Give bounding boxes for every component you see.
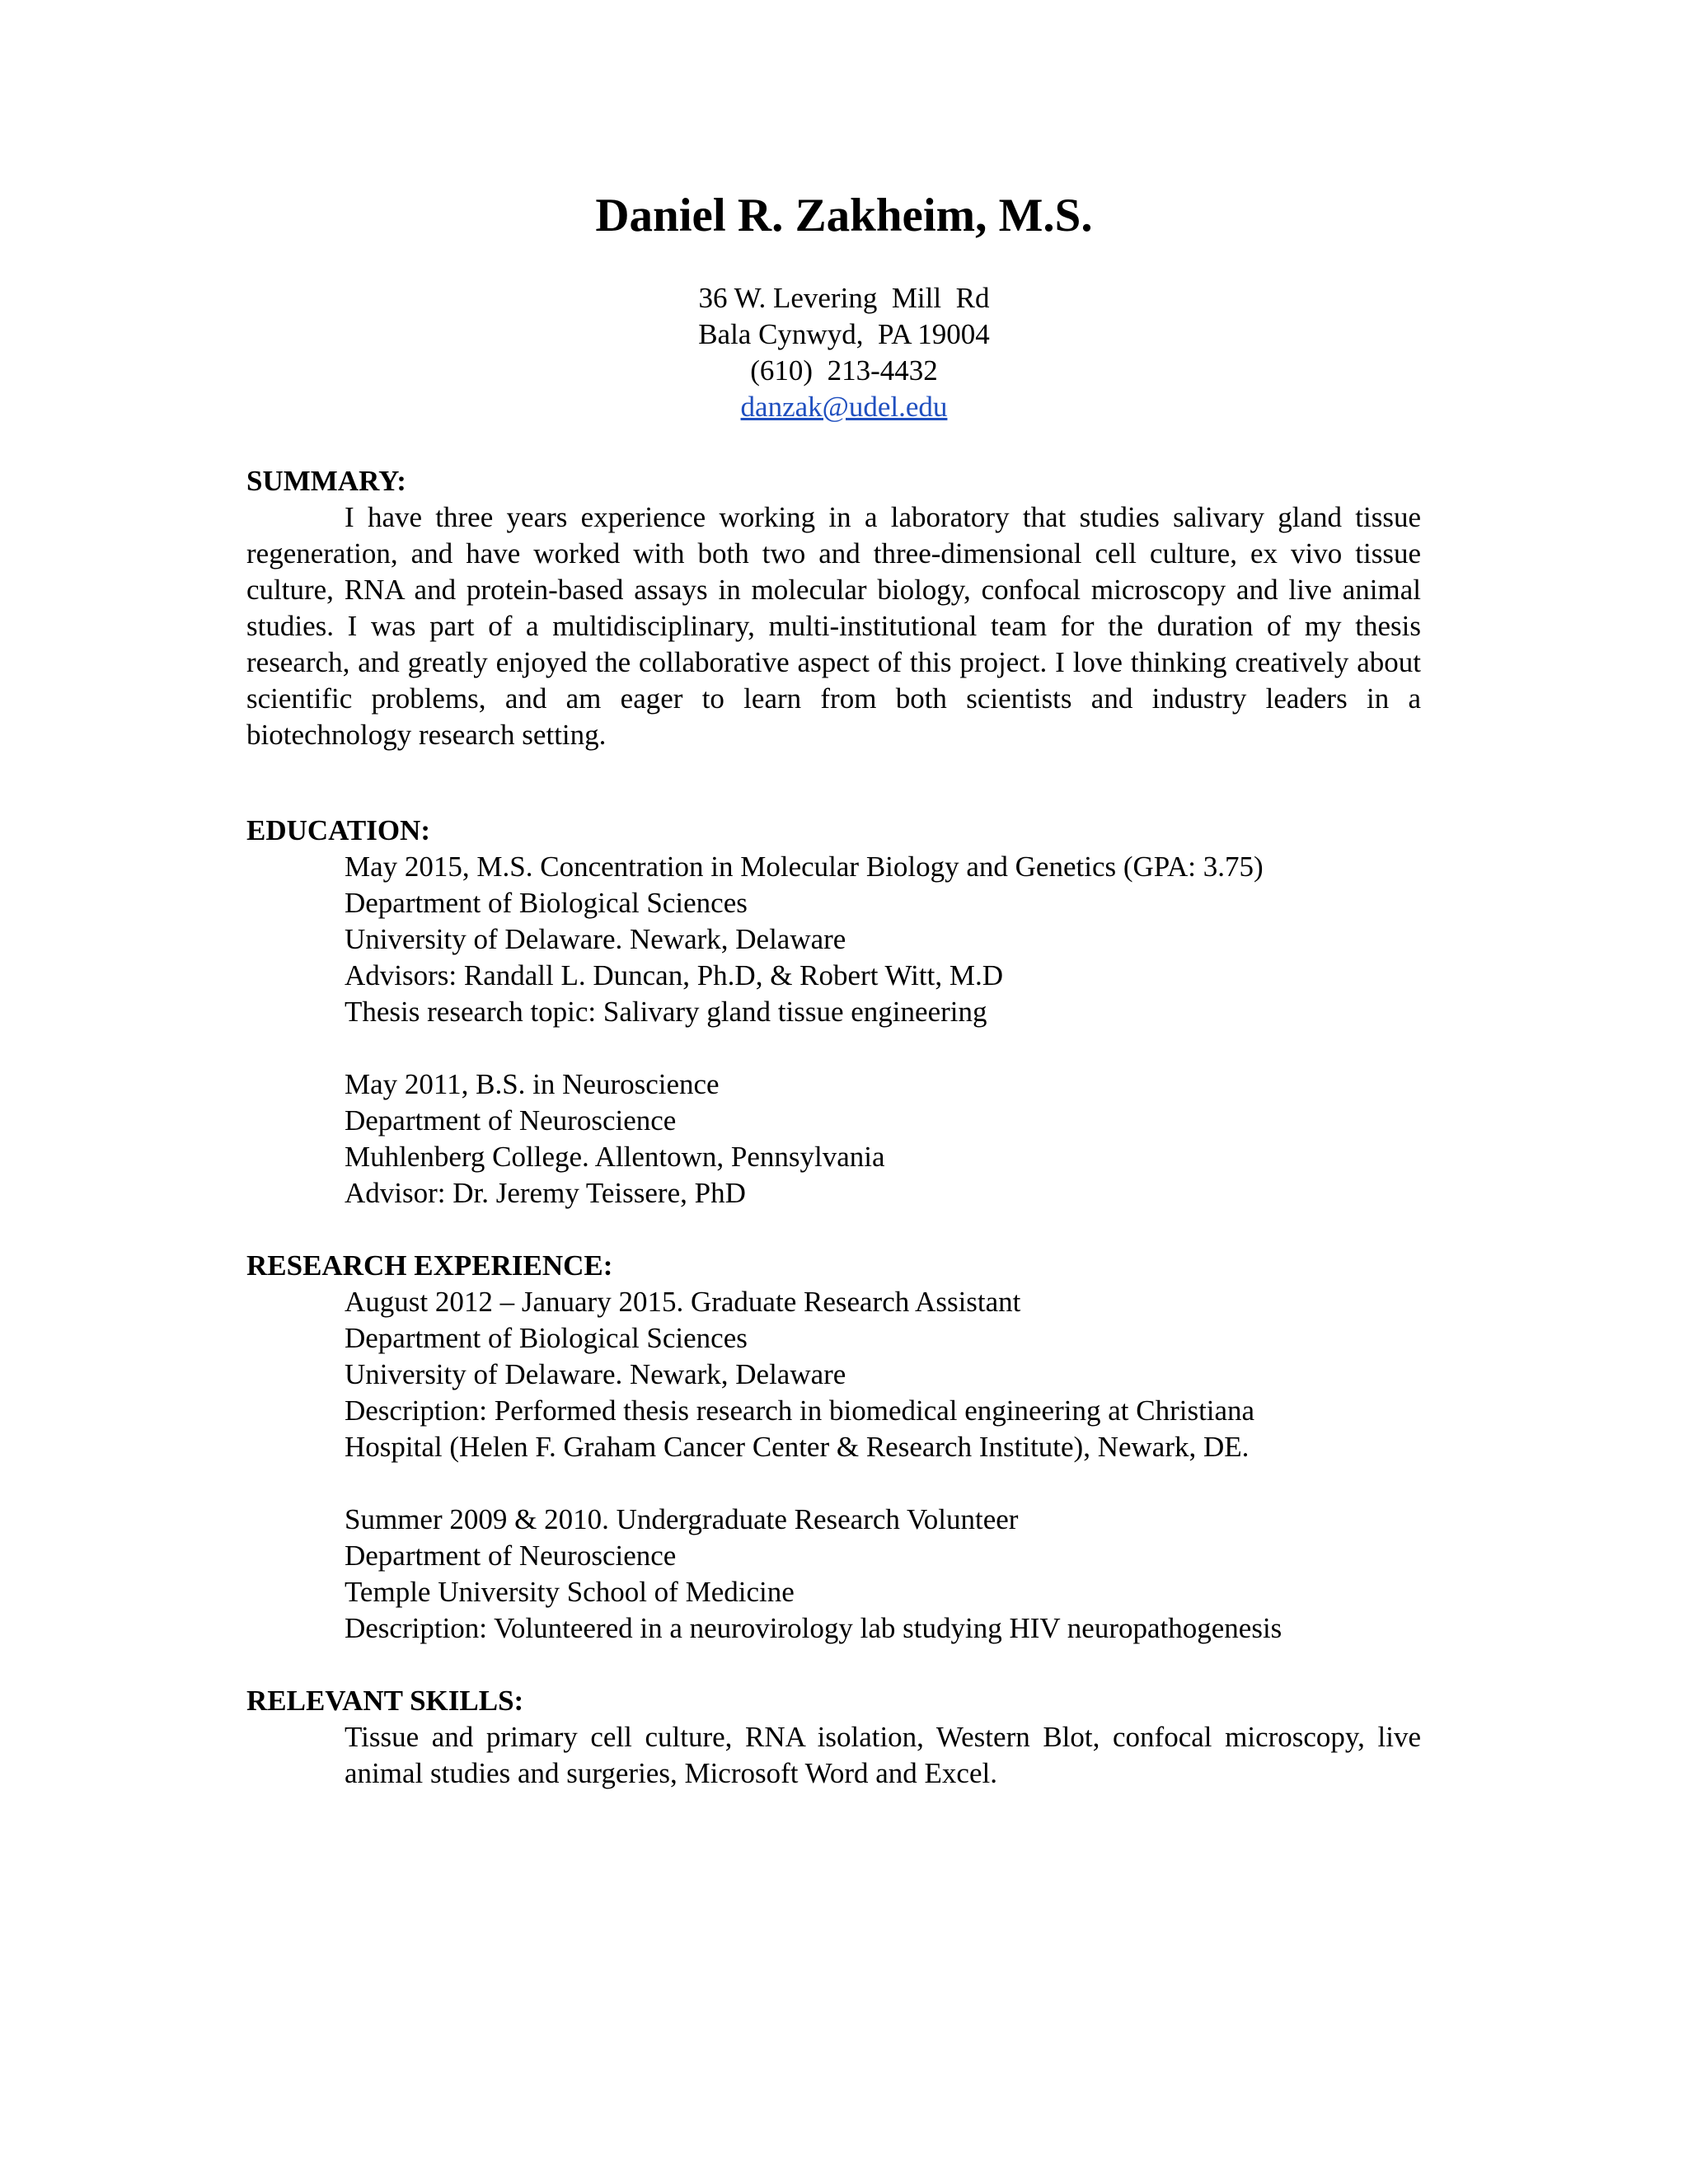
phone-number: (610) 213-4432 bbox=[750, 354, 938, 387]
education-advisor: Advisor: Dr. Jeremy Teissere, PhD bbox=[345, 1177, 746, 1209]
research-heading: RESEARCH EXPERIENCE: bbox=[246, 1249, 613, 1282]
education-degree: May 2015, M.S. Concentration in Molecular Biology and Genetics (GPA: 3.75) bbox=[345, 851, 1264, 883]
skills-text: Tissue and primary cell culture, RNA isolation, Western Blot, confocal microscopy, live animal studies and surgeries, Microsoft Word and Excel. bbox=[345, 1721, 1421, 1789]
research-position: Summer 2009 & 2010. Undergraduate Research Volunteer bbox=[345, 1503, 1019, 1535]
education-department: Department of Neuroscience bbox=[345, 1104, 677, 1137]
education-heading: EDUCATION: bbox=[246, 814, 430, 846]
education-advisors: Advisors: Randall L. Duncan, Ph.D, & Robert Witt, M.D bbox=[345, 959, 1004, 991]
email-link[interactable]: danzak@udel.edu bbox=[740, 391, 948, 423]
skills-section bbox=[246, 1683, 1421, 1792]
summary-heading: SUMMARY: bbox=[246, 465, 406, 497]
research-entry-volunteer bbox=[246, 1502, 1421, 1647]
research-institution: Temple University School of Medicine bbox=[345, 1576, 795, 1608]
education-entry-bs bbox=[246, 1066, 1421, 1212]
address-line-2: Bala Cynwyd, PA 19004 bbox=[698, 318, 990, 350]
education-institution: University of Delaware. Newark, Delaware bbox=[345, 923, 846, 955]
resume-name: Daniel R. Zakheim, M.S. bbox=[595, 190, 1093, 241]
education-institution: Muhlenberg College. Allentown, Pennsylvania bbox=[345, 1141, 885, 1173]
research-description: Description: Volunteered in a neurovirology lab studying HIV neuropathogenesis bbox=[345, 1612, 1282, 1644]
research-department: Department of Biological Sciences bbox=[345, 1322, 748, 1354]
contact-block bbox=[0, 280, 1688, 425]
summary-section bbox=[246, 463, 1421, 753]
research-description: Description: Performed thesis research in biomedical engineering at Christiana bbox=[345, 1394, 1255, 1427]
research-department: Department of Neuroscience bbox=[345, 1540, 677, 1572]
research-position: August 2012 – January 2015. Graduate Research Assistant bbox=[345, 1286, 1021, 1318]
education-section bbox=[246, 813, 1421, 1212]
education-thesis: Thesis research topic: Salivary gland tissue engineering bbox=[345, 996, 987, 1028]
research-description-cont: Hospital (Helen F. Graham Cancer Center & Research Institute), Newark, DE. bbox=[345, 1431, 1250, 1463]
education-degree: May 2011, B.S. in Neuroscience bbox=[345, 1068, 720, 1100]
research-section bbox=[246, 1248, 1421, 1647]
education-department: Department of Biological Sciences bbox=[345, 887, 748, 919]
summary-text: I have three years experience working in a laboratory that studies salivary gland tissue regeneration, and have worked with both two and three-dimensional cell culture, ex vivo tissue culture, RNA and protein-based assays in molecular biology, confocal microscopy and live animal studies. I was part of a multidisciplinary, multi-institutional team for the duration of my thesis research, and greatly enjoyed the collaborative aspect of this project. I love thinking creatively about scientific problems, and am eager to learn from both scientists and industry leaders in a biotechnology research setting. bbox=[246, 501, 1421, 751]
education-entry-ms bbox=[246, 849, 1421, 1030]
skills-heading: RELEVANT SKILLS: bbox=[246, 1685, 524, 1717]
research-institution: University of Delaware. Newark, Delaware bbox=[345, 1358, 846, 1390]
research-entry-graduate bbox=[246, 1284, 1421, 1465]
address-line-1: 36 W. Levering Mill Rd bbox=[698, 282, 990, 314]
